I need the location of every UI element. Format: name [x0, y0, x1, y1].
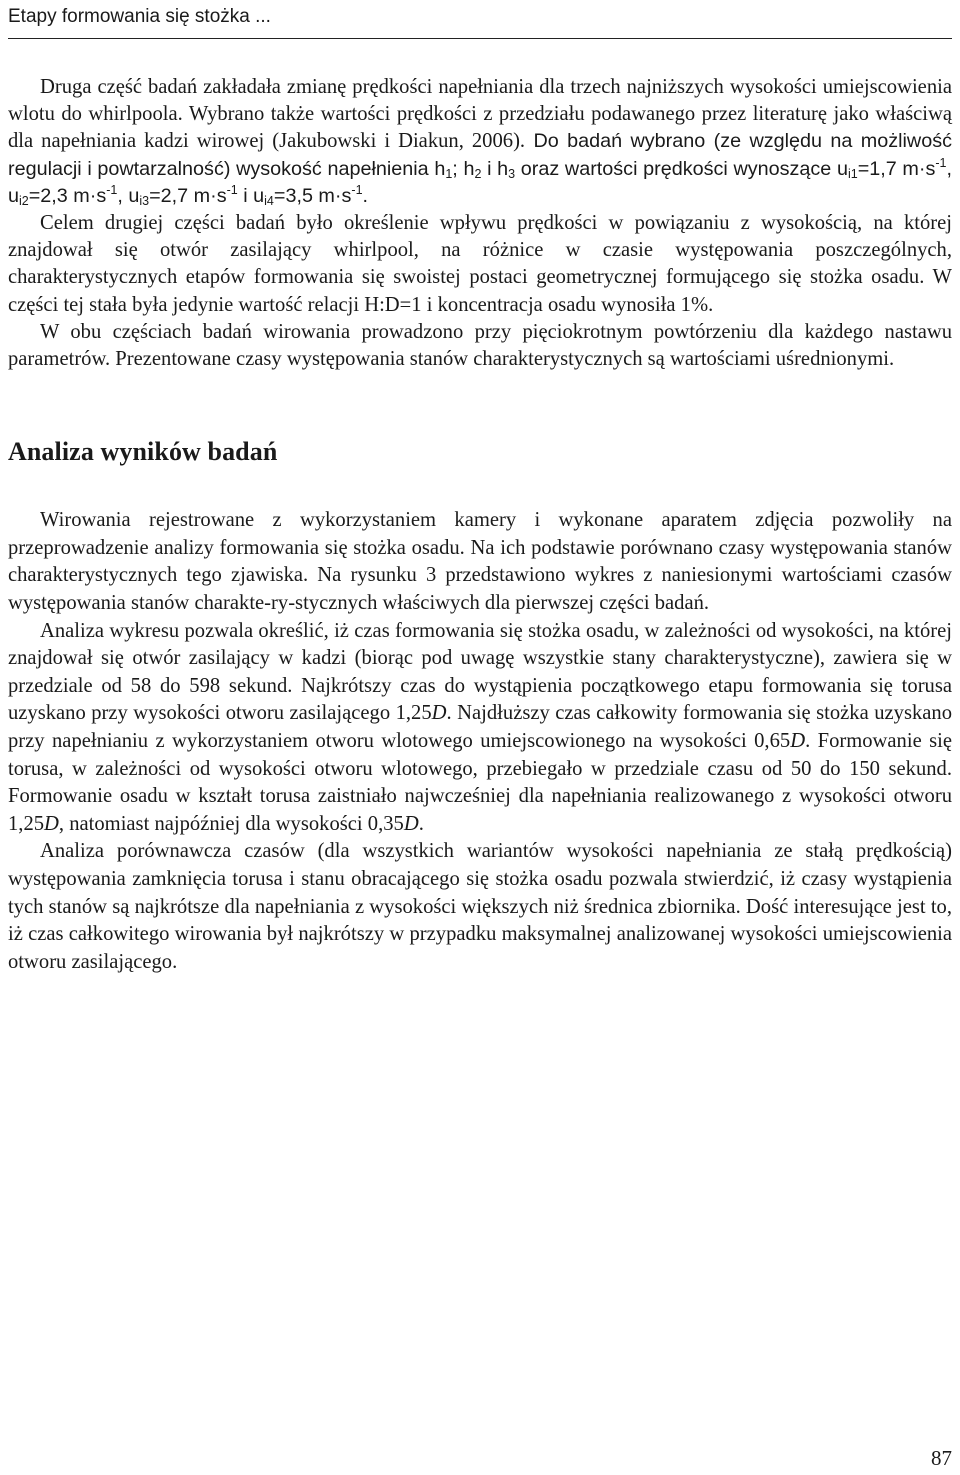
subscript: i3 [139, 193, 150, 208]
running-header [8, 4, 952, 39]
section-paragraph-2 [8, 618, 952, 839]
text-fragment: , u [8, 157, 952, 207]
superscript: -1 [226, 182, 238, 197]
superscript: -1 [351, 182, 363, 197]
page-number: 87 [931, 1446, 952, 1470]
intro-paragraph-2: Celem drugiej części badań było określenie wpływu prędkości w powiązaniu z wysokością, na której znajdował się otwór zasilający whirlpool, na różnice w czasie występowania poszczególnych, charakterystycznych etapów formowania się swoistej postaci geometrycznej formującego się stożka osadu. W części tej stała była jedynie wartość relacji H:D=1 i koncentracja osadu wynosiła 1%. [8, 212, 952, 316]
text-fragment: , natomiast najpóźniej dla wysokości 0,35 [58, 812, 404, 835]
subscript: 3 [508, 166, 516, 181]
section-heading: Analiza wyników badań [8, 437, 278, 467]
diameter-symbol: D [431, 702, 447, 725]
section-paragraph-1: Wirowania rejestrowane z wykorzystaniem kamery i wykonane aparatem zdjęcia pozwoliły na przeprowadzenie analizy formowania się stożka osadu. Na ich podstawie porównano czasy występowania stanów charakterystycznych tego zjawiska. Na rysunku 3 przedstawiono wykres z naniesionymi wartościami czasów występowania stanów charakte-ry-stycznych właściwych dla pierwszej części badań. [8, 509, 952, 615]
text-fragment: ; h [452, 157, 475, 180]
text-fragment: . Formowanie się torusa, w zależności od wysokości otworu wlotowego, przebiegało w przedziale czasu od 50 do 150 sekund. Formowanie osadu w kształt torusa zaistniało najwcześniej dla napełniania realizowanego z wysokości otworu 1,25 [8, 729, 953, 835]
velocity-value: =3,5 m·s [273, 184, 352, 207]
intro-paragraph-3: W obu częściach badań wirowania prowadzono przy pięciokrotnym powtórzeniu dla każdego nastawu parametrów. Prezentowane czasy występowania stanów charakterystycznych są wartościami uśrednionymi. [8, 320, 952, 371]
section-body [8, 507, 952, 976]
running-title: Etapy formowania się stożka ... [8, 6, 271, 27]
subscript: i2 [19, 193, 29, 208]
velocity-value: =2,7 m·s [149, 184, 227, 207]
superscript: -1 [106, 182, 118, 197]
page-content [8, 74, 952, 976]
diameter-symbol: D [790, 729, 806, 752]
text-fragment: . [362, 184, 369, 207]
text-fragment: oraz wartości prędkości wynoszące u [515, 157, 848, 180]
intro-p1-serif-text: Druga część badań zakładała zmianę prędkości napełniania dla trzech najniższych wysokości umiejscowienia wlotu do whirlpoola. Wybrano także wartości prędkości z przedziału podawanego przez literaturę jako właściwą dla napełniania kadzi wirowej (Jakubowski i Diakun, 2006). [8, 76, 952, 153]
section-paragraph-3: Analiza porównawcza czasów (dla wszystkich wariantów wysokości napełniania ze stałą prędkością) występowania zamknięcia torusa i stanu obracającego się stożka osadu pozwala stwierdzić, iż czasy wystąpienia tych stanów są najkrótsze dla napełniania z wysokości większych niż średnica zbiornika. Dość interesujące jest to, iż czas całkowitego wirowania był najkrótszy w przypadku maksymalnej analizowanej wysokości umiejscowienia otworu zasilającego. [8, 840, 952, 973]
text-fragment: Analiza wykresu pozwala określić, iż czas formowania się stożka osadu, w zależności od wysokości, na której znajdował się otwór zasilający w kadzi (biorąc pod uwagę wszystkie stany charakterystyczne), zawiera się w przedziale od 58 do 598 sekund. Najkrótszy czas do wystąpienia początkowego etapu formowania się torusa uzyskano przy wysokości otworu zasilającego 1,25 [8, 619, 952, 725]
superscript: -1 [935, 155, 947, 170]
text-fragment: i u [237, 184, 265, 207]
subscript: 1 [445, 166, 453, 181]
text-fragment: . Najdłuższy czas całkowity formowania się stożka uzyskano przy napełnianiu z wykorzystaniem otworu wlotowego umiejscowionego na wysokości 0,65 [8, 702, 952, 752]
velocity-value: =1,7 m·s [857, 157, 936, 180]
text-fragment: , u [117, 184, 140, 207]
diameter-symbol: D [403, 812, 419, 835]
diameter-symbol: D [44, 812, 59, 835]
text-fragment: i h [481, 157, 509, 180]
subscript: i1 [847, 166, 858, 181]
subscript: i4 [264, 193, 274, 208]
text-fragment: . [418, 812, 424, 835]
text-fragment: Do badań wybrano (ze względu na możliwość regulacji i powtarzalność) wysokość napełnienia h [8, 130, 952, 180]
subscript: 2 [474, 166, 482, 181]
intro-paragraph-1 [8, 74, 952, 210]
velocity-value: =2,3 m·s [28, 184, 107, 207]
